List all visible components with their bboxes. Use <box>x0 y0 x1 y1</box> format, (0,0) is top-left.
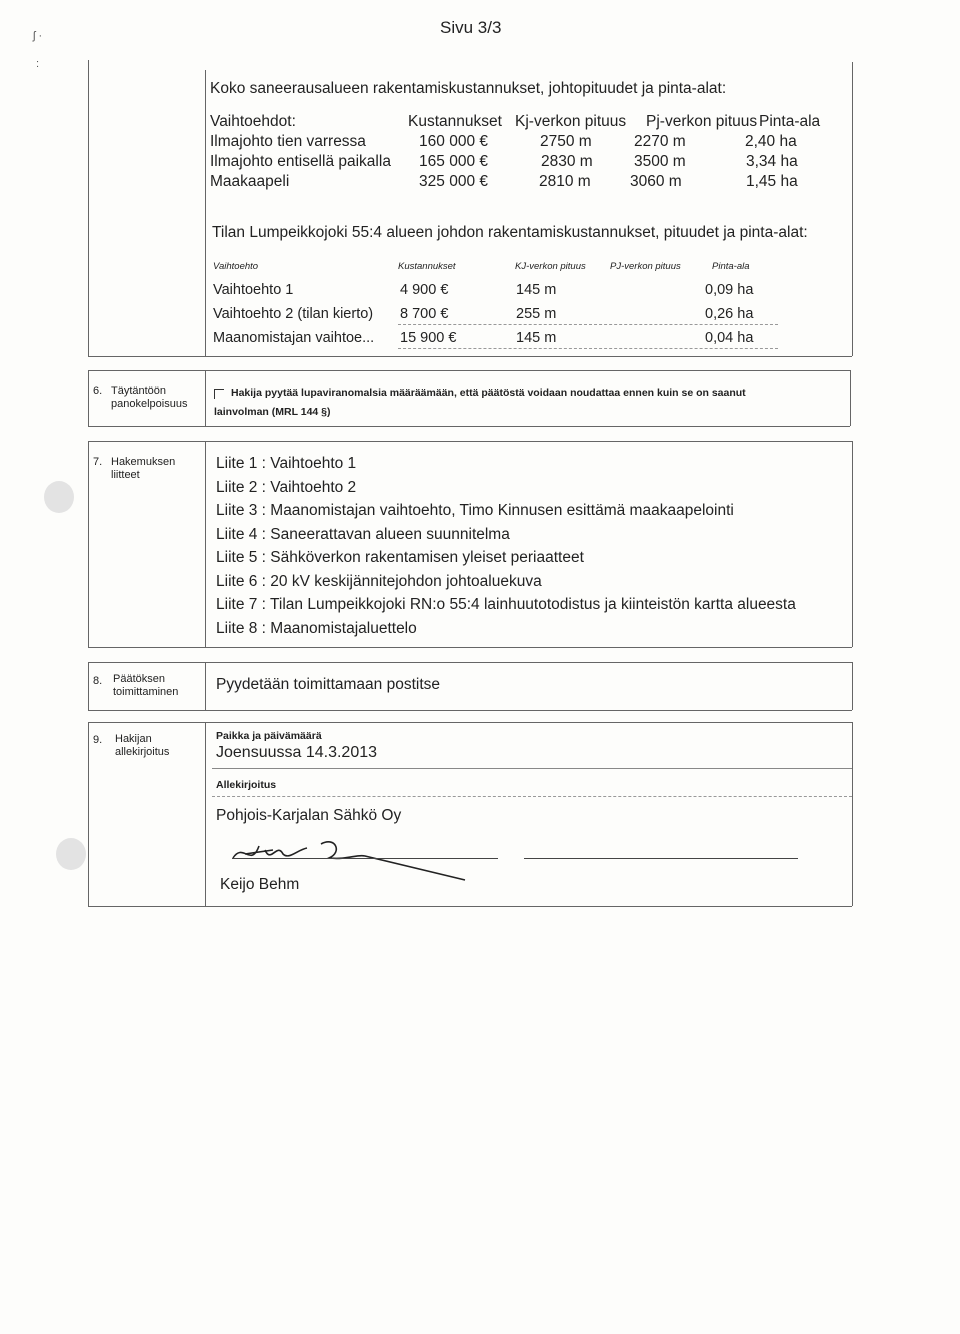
estate-header: KJ-verkon pituus <box>515 261 586 272</box>
box-border <box>88 426 850 427</box>
place-date-value: Joensuussa 14.3.2013 <box>216 744 378 761</box>
box-border <box>88 710 852 711</box>
margin-mark: : <box>36 58 40 70</box>
table-cell: 1,45 ha <box>746 173 798 190</box>
box-border <box>88 906 852 907</box>
box-border <box>88 441 852 442</box>
overall-header: Pj-verkon pituus <box>646 113 758 130</box>
table-cell: 2830 m <box>541 153 593 170</box>
table-cell: Vaihtoehto 1 <box>213 282 294 298</box>
table-cell: 3,34 ha <box>746 153 798 170</box>
box-border <box>88 722 89 906</box>
box-border <box>852 62 853 356</box>
table-cell: 15 900 € <box>400 330 457 346</box>
punch-hole <box>56 838 86 870</box>
signature-label: Allekirjoitus <box>216 779 277 791</box>
box-border <box>88 60 89 356</box>
attachment-item: Liite 8 : Maanomistajaluettelo <box>216 620 417 637</box>
section-number: 6. <box>93 385 103 397</box>
section-label: toimittaminen <box>113 686 179 698</box>
table-cell: 8 700 € <box>400 306 449 322</box>
attachment-item: Liite 3 : Maanomistajan vaihtoehto, Timo Kinnusen esittämä maakaapelointi <box>216 502 734 519</box>
table-cell: 2,40 ha <box>745 133 797 150</box>
table-cell: 0,04 ha <box>705 330 754 346</box>
overall-header: Pinta-ala <box>759 113 821 130</box>
table-cell: Ilmajohto tien varressa <box>210 133 366 150</box>
row-divider <box>398 324 778 326</box>
section-label: Täytäntöön <box>111 385 167 397</box>
table-cell: Maanomistajan vaihtoe... <box>213 330 375 346</box>
section-label: Päätöksen <box>113 673 165 685</box>
attachment-item: Liite 1 : Vaihtoehto 1 <box>216 455 357 472</box>
section-number: 8. <box>93 675 103 687</box>
section-label: Hakemuksen <box>111 456 176 468</box>
attachment-item: Liite 6 : 20 kV keskijännitejohdon johtoaluekuva <box>216 573 542 590</box>
attachment-item: Liite 2 : Vaihtoehto 2 <box>216 479 357 496</box>
box-border <box>205 441 206 647</box>
section-number: 7. <box>93 456 103 468</box>
box-border <box>88 370 850 371</box>
page-number: Sivu 3/3 <box>440 18 502 37</box>
estate-header: Kustannukset <box>398 261 456 272</box>
section-label: Hakijan <box>115 733 152 745</box>
company-name: Pohjois-Karjalan Sähkö Oy <box>216 807 402 824</box>
enforcement-text: lainvolman (MRL 144 §) <box>214 406 331 418</box>
table-cell: Vaihtoehto 2 (tilan kierto) <box>213 306 374 322</box>
table-cell: 2270 m <box>634 133 686 150</box>
table-cell: 3500 m <box>634 153 686 170</box>
table-cell: Maakaapeli <box>210 173 290 190</box>
box-border <box>852 441 853 647</box>
table-cell: 160 000 € <box>419 133 488 150</box>
checkbox-icon[interactable] <box>214 389 224 399</box>
overall-header: Kj-verkon pituus <box>515 113 627 130</box>
box-border <box>88 662 89 710</box>
table-cell: 0,26 ha <box>705 306 754 322</box>
table-cell: 3060 m <box>630 173 682 190</box>
estate-header: Vaihtoehto <box>213 261 259 272</box>
signature-line <box>232 858 498 859</box>
section-label: panokelpoisuus <box>111 398 188 410</box>
box-border <box>88 662 852 663</box>
box-border <box>852 662 853 710</box>
overall-header: Kustannukset <box>408 113 502 130</box>
table-cell: 145 m <box>516 330 557 346</box>
table-cell: 2810 m <box>539 173 591 190</box>
field-divider <box>212 796 852 798</box>
box-border <box>88 356 852 357</box>
box-border <box>850 370 851 426</box>
estate-header: PJ-verkon pituus <box>610 261 681 272</box>
overall-header: Vaihtoehdot: <box>210 113 296 130</box>
field-divider <box>212 768 852 769</box>
box-border <box>205 370 206 426</box>
attachment-item: Liite 5 : Sähköverkon rakentamisen yleiset periaatteet <box>216 549 584 566</box>
overall-title: Koko saneerausalueen rakentamiskustannukset, johtopituudet ja pinta-alat: <box>210 80 727 97</box>
attachment-item: Liite 4 : Saneerattavan alueen suunnitelma <box>216 526 510 543</box>
table-cell: 165 000 € <box>419 153 488 170</box>
place-date-label: Paikka ja päivämäärä <box>216 730 322 742</box>
table-cell: 0,09 ha <box>705 282 754 298</box>
box-border <box>205 70 206 356</box>
table-cell: 325 000 € <box>419 173 488 190</box>
box-border <box>88 441 89 647</box>
table-cell: 4 900 € <box>400 282 449 298</box>
punch-hole <box>44 481 74 513</box>
section-label: allekirjoitus <box>115 746 170 758</box>
estate-header: Pinta-ala <box>712 261 750 272</box>
box-border <box>205 722 206 906</box>
signature-line <box>524 858 798 859</box>
box-border <box>852 722 853 906</box>
table-cell: 2750 m <box>540 133 592 150</box>
attachment-item: Liite 7 : Tilan Lumpeikkojoki RN:o 55:4 lainhuutotodistus ja kiinteistön kartta alueesta <box>216 596 796 613</box>
signer-name: Keijo Behm <box>220 876 300 893</box>
margin-mark: ʃ · <box>33 30 43 42</box>
enforcement-text: Hakija pyytää lupaviranomalsia määräämään, että päätöstä voidaan noudattaa ennen kuin se on saanut <box>231 387 746 399</box>
row-divider <box>398 348 778 350</box>
table-cell: 145 m <box>516 282 557 298</box>
estate-title: Tilan Lumpeikkojoki 55:4 alueen johdon rakentamiskustannukset, pituudet ja pinta-alat: <box>212 224 808 241</box>
delivery-method: Pyydetään toimittamaan postitse <box>216 676 441 693</box>
section-label: liitteet <box>111 469 140 481</box>
section-number: 9. <box>93 734 103 746</box>
box-border <box>205 662 206 710</box>
table-cell: Ilmajohto entisellä paikalla <box>210 153 391 170</box>
box-border <box>88 370 89 426</box>
table-cell: 255 m <box>516 306 557 322</box>
box-border <box>88 722 852 723</box>
box-border <box>88 647 852 648</box>
